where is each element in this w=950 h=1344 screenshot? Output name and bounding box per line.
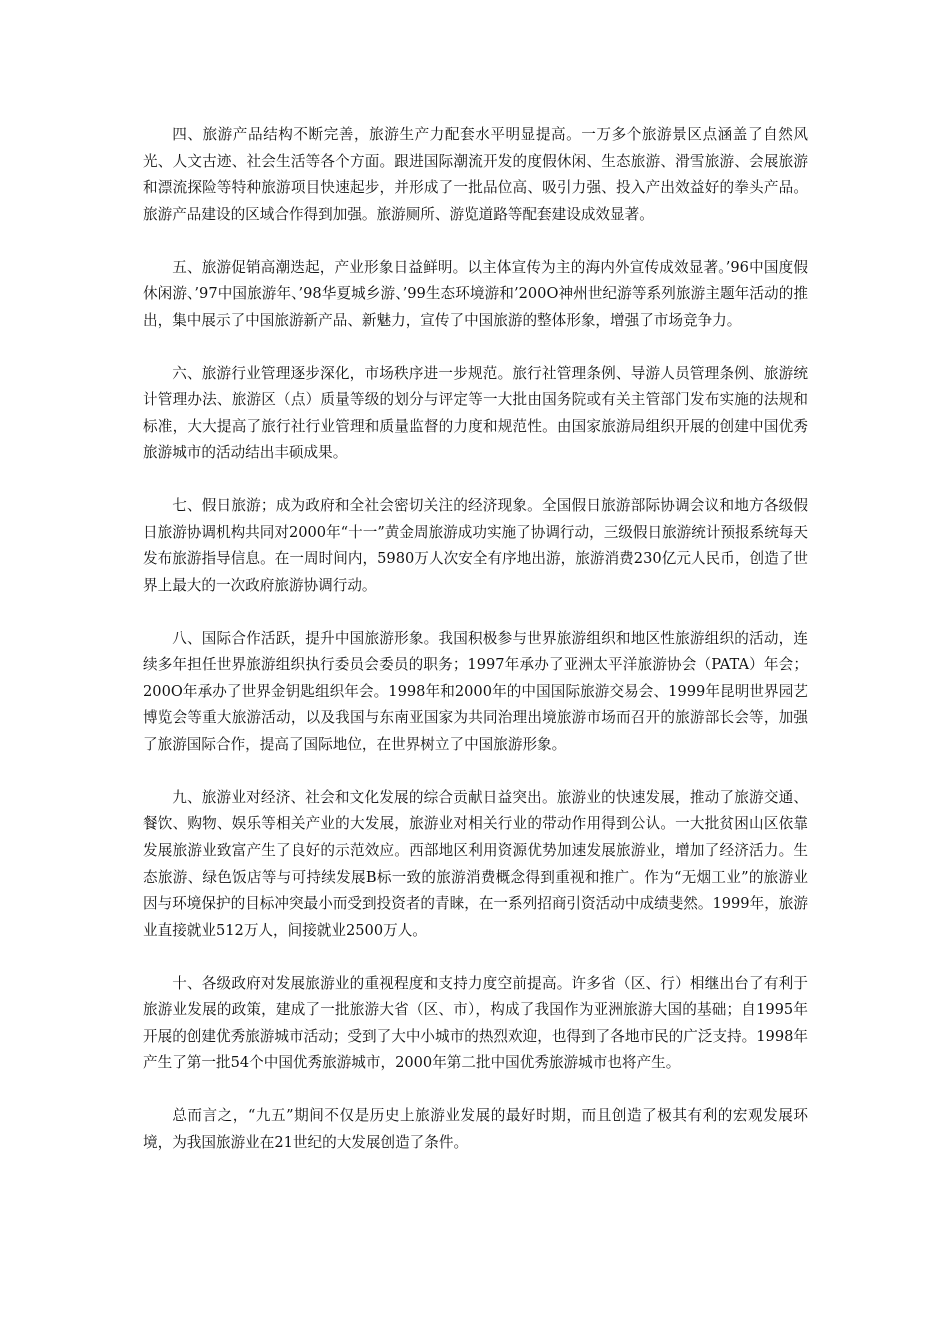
paragraph-holiday-tourism: 七、假日旅游；成为政府和全社会密切关注的经济现象。全国假日旅游部际协调会议和地方各级假日旅游协调机构共同对2000年“十一”黄金周旅游成功实施了协调行动，三级假日旅游统计预报系统每天发布旅游指导信息。在一周时间内，5980万人次安全有序地出游，旅游消费230亿元人民币，创造了世界上最大的一次政府旅游协调行动。 — [143, 497, 809, 594]
document-page — [143, 122, 808, 1156]
paragraph-international-cooperation: 八、国际合作活跃，提升中国旅游形象。我国积极参与世界旅游组织和地区性旅游组织的活动，连续多年担任世界旅游组织执行委员会委员的职务；1997年承办了亚洲太平洋旅游协会（PATA）年会；200O年承办了世界金钥匙组织年会。1998年和2000年的中国国际旅游交易会、1999年昆明世界园艺博览会等重大旅游活动，以及我国与东南亚国家为共同治理出境旅游市场而召开的旅游部长会等，加强了旅游国际合作，提高了国际地位，在世界树立了中国旅游形象。 — [143, 629, 808, 754]
paragraph-tourism-products: 四、旅游产品结构不断完善，旅游生产力配套水平明显提高。一万多个旅游景区点涵盖了自然风光、人文古迹、社会生活等各个方面。跟进国际潮流开发的度假休闲、生态旅游、滑雪旅游、会展旅游和漂流探险等特种旅游项目快速起步，并形成了一批品位高、吸引力强、投入产出效益好的拳头产品。旅游产品建设的区域合作得到加强。旅游厕所、游览道路等配套建设成效显著。 — [143, 126, 808, 223]
paragraph-tourism-promotion: 五、旅游促销高潮迭起，产业形象日益鲜明。以主体宣传为主的海内外宣传成效显著。’96中国度假休闲游、’97中国旅游年、’98华夏城乡游、’99生态环境游和’200O神州世纪游等系列旅游主题年活动的推出，集中展示了中国旅游新产品、新魅力，宣传了中国旅游的整体形象，增强了市场竞争力。 — [143, 258, 808, 329]
paragraph-government-support: 十、各级政府对发展旅游业的重视程度和支持力度空前提高。许多省（区、行）相继出台了有利于旅游业发展的政策，建成了一批旅游大省（区、市），构成了我国作为亚洲旅游大国的基础；自1995年开展的创建优秀旅游城市活动；受到了大中小城市的热烈欢迎，也得到了各地市民的广泛支持。1998年产生了第一批54个中国优秀旅游城市，2000年第二批中国优秀旅游城市也将产生。 — [143, 974, 808, 1072]
paragraph-industry-management: 六、旅游行业管理逐步深化，市场秩序进一步规范。旅行社管理条例、导游人员管理条例、旅游统计管理办法、旅游区（点）质量等级的划分与评定等一大批由国务院或有关主管部门发布实施的法规和标准，大大提高了旅行社行业管理和质量监督的力度和规范性。由国家旅游局组织开展的创建中国优秀旅游城市的活动结出丰硕成果。 — [143, 364, 808, 462]
paragraph-economic-contribution: 九、旅游业对经济、社会和文化发展的综合贡献日益突出。旅游业的快速发展，推动了旅游交通、餐饮、购物、娱乐等相关产业的大发展，旅游业对相关行业的带动作用得到公认。一大批贫困山区依靠发展旅游业致富产生了良好的示范效应。西部地区利用资源优势加速发展旅游业，增加了经济活力。生态旅游、绿色饭店等与可持续发展B标一致的旅游消费概念得到重视和推广。作为“无烟工业”的旅游业因与环境保护的目标冲突最小而受到投资者的青睐，在一系列招商引资活动中成绩斐然。1999年，旅游业直接就业512万人，间接就业2500万人。 — [143, 788, 808, 939]
paragraph-conclusion: 总而言之，“九五”期间不仅是历史上旅游业发展的最好时期，而且创造了极其有利的宏观发展环境，为我国旅游业在21世纪的大发展创造了条件。 — [143, 1107, 808, 1151]
